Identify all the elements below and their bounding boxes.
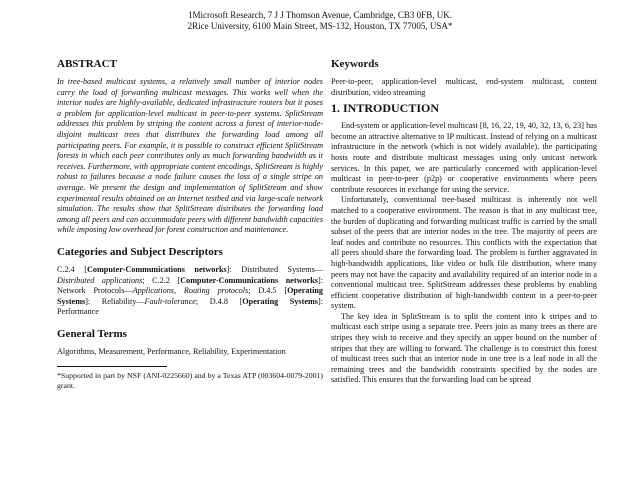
intro-paragraph-1: End-system or application-level multicast [8, 16, 22, 19, 40, 32, 13, 6, 23] has become an attractive alternative to IP multicast. Instead of relying on a multicast infrastructure in the network (which is not widely available), the participating hosts route and distribute multicast messages using only unicast network services. In this paper, we are particularly concerned with application-level multicast in peer-to-peer (p2p) or cooperative environments where peers contribute resources in exchange for using the service. [331, 121, 597, 194]
abstract-text: In tree-based multicast systems, a relatively small number of interior nodes carry the load of forwarding multicast messages. This works well when the interior nodes are highly-available, dedicated infrastructure routers but it poses a problem for application-level multicast in peer-to-peer systems. SplitStream addresses this problem by striping the content across a forest of interior-node-disjoint multicast trees that distributes the forwarding load among all participating peers. For example, it is possible to construct efficient SplitStream forests in which each peer contributes only as much forwarding bandwidth as it receives. Furthermore, with appropriate content encodings, SplitStream is highly robust to failures because a node failure causes the loss of a single stripe on average. We present the design and implementation of SplitStream and show experimental results obtained on an Internet testbed and via large-scale network simulation. The results show that SplitStream distributes the forwarding load among all peers and can accommodate peers with different bandwidth capacities while imposing low overhead for forest construction and maintenance. [57, 77, 323, 235]
introduction-heading: 1. INTRODUCTION [331, 101, 440, 116]
categories-heading: Categories and Subject Descriptors [57, 245, 223, 258]
affiliation-rice: 2Rice University, 6100 Main Street, MS-132, Houston, TX 77005, USA* [187, 21, 453, 31]
keywords-heading: Keywords [331, 58, 379, 70]
footnote-text: *Supported in part by NSF (ANI-0225660) and by a Texas ATP (003604-0079-2001) grant. [57, 371, 323, 391]
intro-paragraph-3: The key idea in SplitStream is to split the content into k stripes and to multicast each stripe using a separate tree. Peers join as many trees as there are stripes they wish to receive and they specify an upper bound on the number of stripes that they are willing to forward. The challenge is to construct this forest of multicast trees such that an interior node in one tree is a leaf node in all the remaining trees and the bandwidth constraints specified by the nodes are satisfied. This ensures that the forwarding load can be spread [331, 311, 597, 385]
general-terms-heading: General Terms [57, 327, 127, 340]
keywords-text: Peer-to-peer, application-level multicast, end-system multicast, content distribution, video streaming [331, 77, 597, 97]
left-column [57, 58, 323, 391]
intro-paragraph-2: Unfortunately, conventional tree-based multicast is inherently not well matched to a cooperative environment. The reason is that in any multicast tree, the burden of duplicating and forwarding multicast traffic is carried by the small subset of the peers that are interior nodes in the tree. The majority of peers are leaf nodes and contribute no resources. This conflicts with the expectation that all peers should share the forwarding load. The problem is further aggravated in high-bandwidth applications, like video or bulk file distribution, where many peers may not have the capacity and availability required of an interior node in a conventional multicast tree. SplitStream addresses these problems by enabling efficient cooperative distribution of high-bandwidth content in a peer-to-peer system. [331, 195, 597, 311]
affiliations [0, 10, 640, 32]
general-terms-text: Algorithms, Measurement, Performance, Reliability, Experimentation [57, 346, 286, 356]
abstract-heading: ABSTRACT [57, 58, 117, 70]
affiliation-microsoft: 1Microsoft Research, 7 J J Thomson Avenue, Cambridge, CB3 0FB, UK. [188, 10, 452, 20]
right-column [331, 58, 597, 386]
categories-text: C.2.4 [Computer-Communications networks]: Distributed Systems—Distributed applications; C.2.2 [Computer-Communications networks]: Network Protocols—Applications, Routing protocols; D.4.5 [Operating Systems]: Reliability—Fault-tolerance; D.4.8 [Operating Systems]: Performance [57, 264, 324, 317]
footnote-rule [57, 366, 167, 367]
